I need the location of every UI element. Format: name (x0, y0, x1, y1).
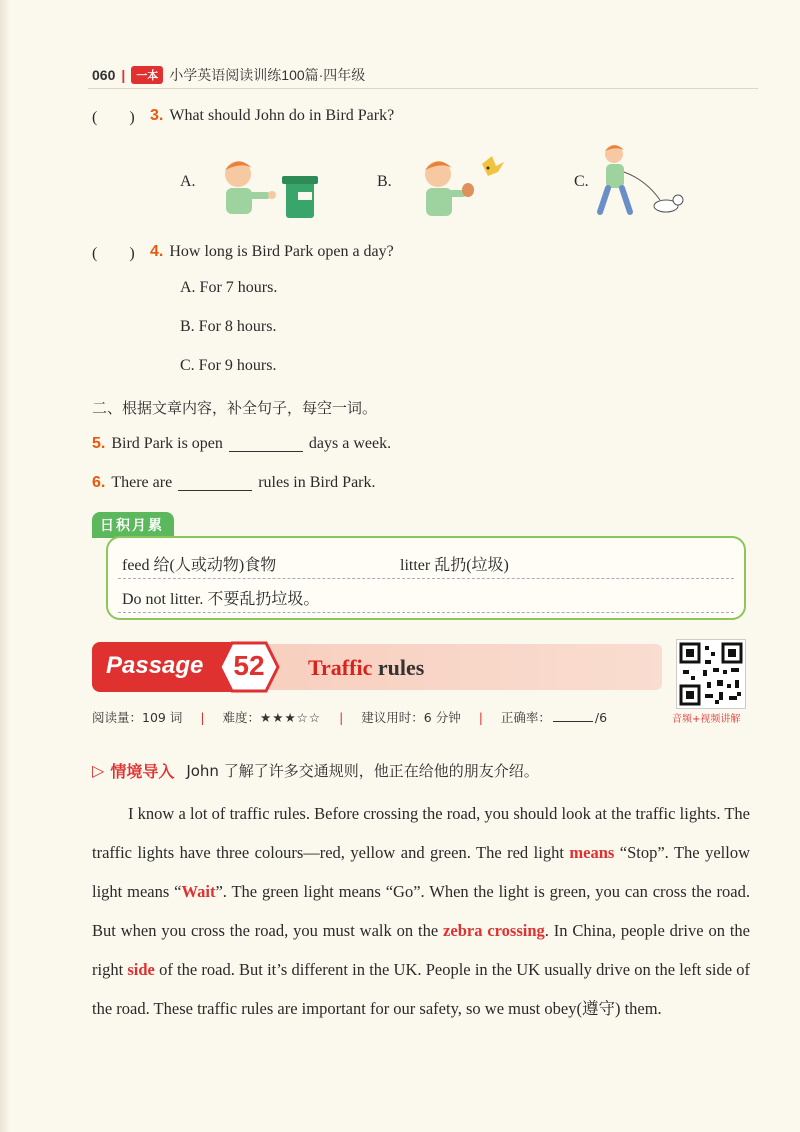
context-intro (92, 759, 539, 782)
body-text-segment: I know a lot of traffic rules. Before crossing the road, you should look at the traffic lights. The traffic lights have three colours—red, yellow and green. The red light (92, 804, 750, 862)
reading-amount: 阅读量：109 词 (92, 710, 183, 725)
play-arrow-icon: ▷ (92, 762, 105, 780)
body-text-segment: of the road. But it’s different in the UK. People in the UK usually drive on the left side of the road. These traffic rules are important for our safety, so we must obey(遵守) them. (92, 960, 750, 1018)
qr-caption: 音频+视频讲解 (672, 714, 741, 725)
question-5 (92, 435, 391, 453)
question-3 (92, 104, 394, 127)
intro-text: John 了解了许多交通规则，他正在给他的朋友介绍。 (186, 762, 539, 780)
option-a-label: A. (180, 173, 196, 190)
page-number: 060 (92, 67, 116, 83)
passage-info (92, 708, 607, 726)
question-text: What should John do in Bird Park? (169, 106, 395, 124)
body-text-segment: . In China, people drive on the right (92, 921, 750, 979)
vocab-divider (118, 578, 734, 579)
body-text-segment: “Stop”. The yellow light means “ (92, 843, 750, 901)
book-title: 小学英语阅读训练100篇·四年级 (169, 67, 366, 83)
section-heading: 二、根据文章内容，补全句子，每空一词。 (92, 399, 378, 417)
passage-title (308, 655, 424, 681)
passage-label: Passage (106, 652, 204, 679)
option-a: A. For 7 hours. (180, 279, 278, 296)
vocab-tab: 日积月累 (92, 512, 174, 538)
answer-paren[interactable]: ( ) (92, 245, 135, 262)
keyword-means: means (569, 843, 615, 862)
suggested-time: 建议用时：6 分钟 (361, 710, 461, 725)
answer-paren[interactable]: ( ) (92, 109, 135, 126)
question-6 (92, 474, 376, 492)
keyword-zebra-crossing: zebra crossing (443, 921, 545, 940)
vocab-item-do-not-litter: Do not litter. 不要乱扔垃圾。 (122, 591, 320, 608)
answer-blank[interactable] (178, 476, 252, 491)
difficulty-stars: ★★★☆☆ (260, 710, 322, 725)
page-header (92, 64, 365, 86)
passage-number: 52 (233, 650, 265, 681)
option-b-label: B. (377, 173, 392, 190)
question-4 (92, 240, 394, 263)
option-c: C. For 9 hours. (180, 357, 277, 374)
boy-walking-dog-picture (594, 142, 684, 220)
boy-feeding-bird-picture (410, 150, 510, 222)
option-c-label: C. (574, 173, 589, 190)
intro-label: 情境导入 (110, 762, 175, 781)
body-text-segment: ”. The green light means “Go”. When the light is green, you can cross the road. But when you cross the road, you must walk on the (92, 882, 750, 940)
info-separator: | (200, 710, 205, 725)
sentence-start: There are (111, 474, 173, 491)
sentence-end: days a week. (308, 435, 392, 452)
question-number: 6. (92, 474, 106, 491)
passage-title-rest: rules (372, 655, 425, 680)
vocab-item-feed: feed 给(人或动物)食物 (122, 557, 277, 574)
question-text: How long is Bird Park open a day? (169, 242, 394, 260)
qr-code-icon[interactable] (676, 639, 746, 709)
difficulty-label: 难度： (222, 710, 261, 725)
header-separator: | (121, 67, 126, 83)
sentence-end: rules in Bird Park. (258, 474, 376, 491)
brand-logo: 一本 (131, 66, 163, 84)
sentence-start: Bird Park is open (111, 435, 223, 452)
question-number: 4. (150, 242, 164, 260)
passage-title-highlight: Traffic (308, 655, 373, 680)
info-separator: | (339, 710, 344, 725)
accuracy-total: /6 (594, 710, 608, 725)
accuracy-label: 正确率： (500, 710, 551, 725)
page-edge (0, 0, 10, 1132)
question-number: 5. (92, 435, 106, 452)
keyword-wait: Wait (181, 882, 216, 901)
boy-litter-bin-picture (212, 152, 322, 222)
question-number: 3. (150, 106, 164, 124)
vocab-divider (118, 612, 734, 613)
passage-body (92, 794, 750, 1028)
header-divider (88, 88, 758, 89)
accuracy-blank[interactable] (553, 721, 593, 722)
keyword-side: side (127, 960, 155, 979)
info-separator: | (478, 710, 483, 725)
vocab-item-litter: litter 乱扔(垃圾) (400, 557, 509, 574)
option-b: B. For 8 hours. (180, 318, 277, 335)
answer-blank[interactable] (229, 437, 303, 452)
vocab-box (106, 536, 746, 620)
